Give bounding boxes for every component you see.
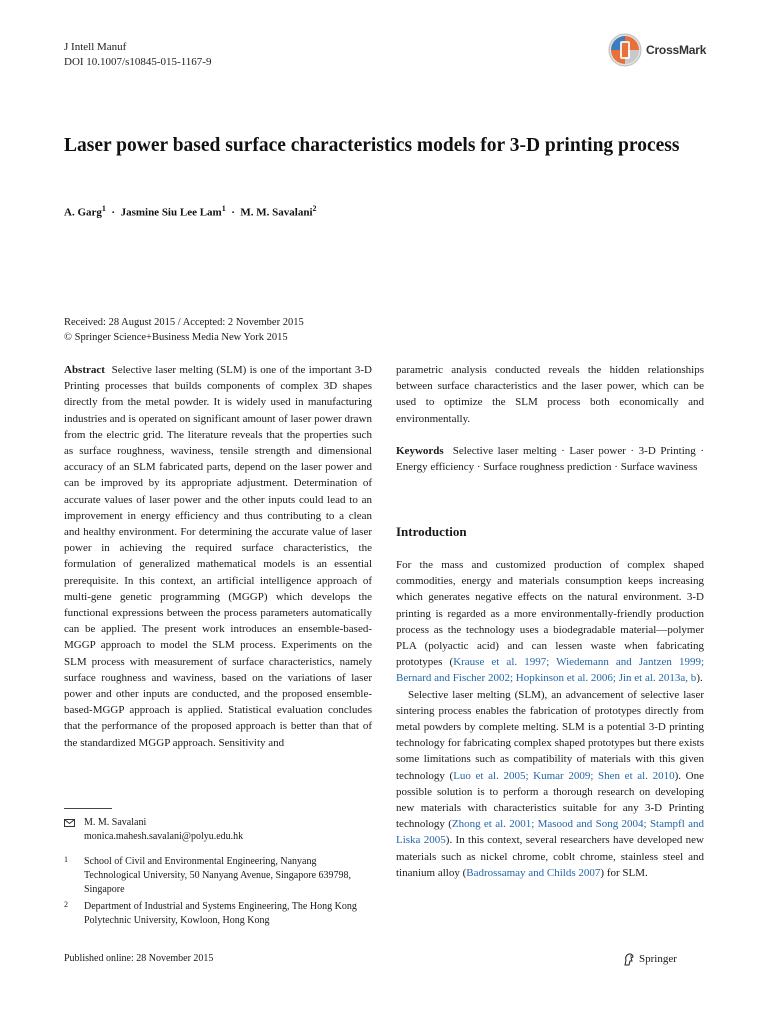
citation-link[interactable]: Badrossamay and Childs 2007 [466, 866, 601, 879]
author-affiliation-mark: 1 [101, 204, 106, 213]
intro-paragraph-2 [396, 687, 704, 881]
abstract-text: Selective laser melting (SLM) is one of the important 3-D Printing processes that builds components of complex 3D shapes directly from the metal powder. It is widely used in manufacturing industries and is operated on significant amount of laser power drawn from the electric grid. The literature reveals that the properties such as surface roughness, waviness, tensile strength and dimensional accuracy of an SLM fabricated parts, depend on the laser power and can be improved by its appropriate adjustment. Determination of accurate values of laser power and the other inputs could lead to an improvement in energy efficiency and thus contributing to a clean and healthy environment. For determining the accurate value of laser power in achieving the required surface characteristics, the formulation of generalized mathematical models is an essential prerequisite. In this context, an artificial intelligence approach of multi-gene genetic programming (MGGP) which develops the functional expressions between the process parameters automatically can be applied. The present work introduces an ensemble-based-MGGP approach to model the SLM process. Experiments on the SLM process with measurement of surface characteristics, namely surface roughness and waviness, based on the variations of laser power and other inputs are conducted, and the proposed ensemble-based-MGGP approach is applied. Statistical evaluation concludes that the performance of the proposed approach is better than that of the standardized MGGP approach. Sensitivity and [64, 364, 372, 749]
citation-link[interactable]: Luo et al. 2005; Kumar 2009; Shen et al. 2010 [453, 769, 675, 782]
affiliation-text: School of Civil and Environmental Engineering, Nanyang Technological University, 50 Nanyang Avenue, Singapore 639798, Singapore [84, 856, 352, 895]
crossmark-label: CrossMark [646, 43, 707, 57]
published-online-date: Published online: 28 November 2015 [64, 953, 214, 964]
intro-p2-text-c: ). In this context, several researchers have developed new materials such as nickel chrome, coblt chrome, stainless steel and tinanium alloy ( [396, 834, 704, 879]
copyright-line: © Springer Science+Business Media New York 2015 [64, 332, 288, 343]
received-accepted-dates: Received: 28 August 2015 / Accepted: 2 November 2015 [64, 317, 304, 328]
abstract-continued [396, 362, 704, 427]
intro-p2-text-b: ). One possible solution is to perform a thorough research on developing new materials with characteristics suitable for any 3-D Printing technology ( [396, 769, 704, 831]
abstract-continued-text: parametric analysis conducted reveals the hidden relationships between surface characteristics and the laser power, which can be used to optimize the SLM process both economically and environmentally. [396, 364, 704, 425]
envelope-icon [64, 819, 75, 827]
crossmark-badge[interactable] [608, 33, 706, 67]
footnote-divider [64, 808, 112, 809]
affiliation-text: Department of Industrial and Systems Engineering, The Hong Kong Polytechnic University, Kowloon, Hong Kong [84, 901, 357, 926]
introduction-body [396, 557, 704, 881]
affiliation-number: 2 [64, 900, 68, 909]
keywords [396, 443, 704, 475]
author-separator: · [108, 206, 118, 219]
author-affiliation-mark: 2 [312, 204, 317, 213]
author-affiliation-mark: 1 [221, 204, 226, 213]
abstract-label: Abstract [64, 364, 105, 376]
section-heading-introduction: Introduction [396, 524, 467, 539]
author-separator: · [228, 206, 238, 219]
citation-link[interactable]: Zhong et al. 2001; Masood and Song 2004; Stampfl and Liska 2005 [396, 818, 704, 847]
affiliation-number: 1 [64, 855, 68, 864]
article-title: Laser power based surface characteristics models for 3-D printing process [64, 135, 680, 156]
publisher-name: Springer [639, 953, 677, 965]
springer-horse-icon [622, 952, 636, 966]
corresponding-author-name: M. M. Savalani [84, 817, 147, 828]
abstract [64, 362, 372, 751]
doi[interactable]: DOI 10.1007/s10845-015-1167-9 [64, 56, 212, 68]
intro-p1-end: ). [696, 672, 703, 685]
intro-p2-text-d: ) for SLM. [600, 866, 648, 879]
citation-link[interactable]: Krause et al. 1997; Wiedemann and Jantzen 1999; Bernard and Fischer 2002; Hopkinson et al. 2006; Jin et al. 2013a, b [396, 656, 704, 685]
intro-p2-text-a: Selective laser melting (SLM), an advancement of selective laser sintering process enables the fabrication of prototypes directly from metal powders by complete melting. SLM is a potential 3-D printing technology for fabricating complex shaped prototypes but there exists some limitations such as compatibility of materials with this given technology ( [396, 688, 704, 782]
intro-paragraph-1 [396, 557, 704, 687]
journal-name: J Intell Manuf [64, 41, 127, 53]
intro-p1-text: For the mass and customized production of complex shaped commodities, energy and materials consumption keeps increasing which generates negative effects on the natural environment. 3-D printing is regarded as a more environmentally-friendly production process as the technology uses a biodegradable material—polymer PLA (polyactic acid) and can lessen waste when fabricating prototypes ( [396, 559, 704, 669]
publisher-logo [622, 952, 677, 966]
affiliation-1 [64, 855, 364, 897]
keywords-label: Keywords [396, 445, 444, 457]
keywords-text: Selective laser melting · Laser power · 3-D Printing · Energy efficiency · Surface roughness prediction · Surface waviness [396, 445, 704, 474]
author-name[interactable]: Jasmine Siu Lee Lam [120, 206, 222, 219]
crossmark-icon [608, 33, 642, 67]
corresponding-author [64, 816, 364, 844]
author-list [64, 204, 317, 219]
corresponding-author-email[interactable]: monica.mahesh.savalani@polyu.edu.hk [84, 831, 244, 842]
author-name[interactable]: A. Garg [64, 206, 102, 219]
author-name[interactable]: M. M. Savalani [240, 206, 313, 219]
affiliation-2 [64, 900, 364, 928]
